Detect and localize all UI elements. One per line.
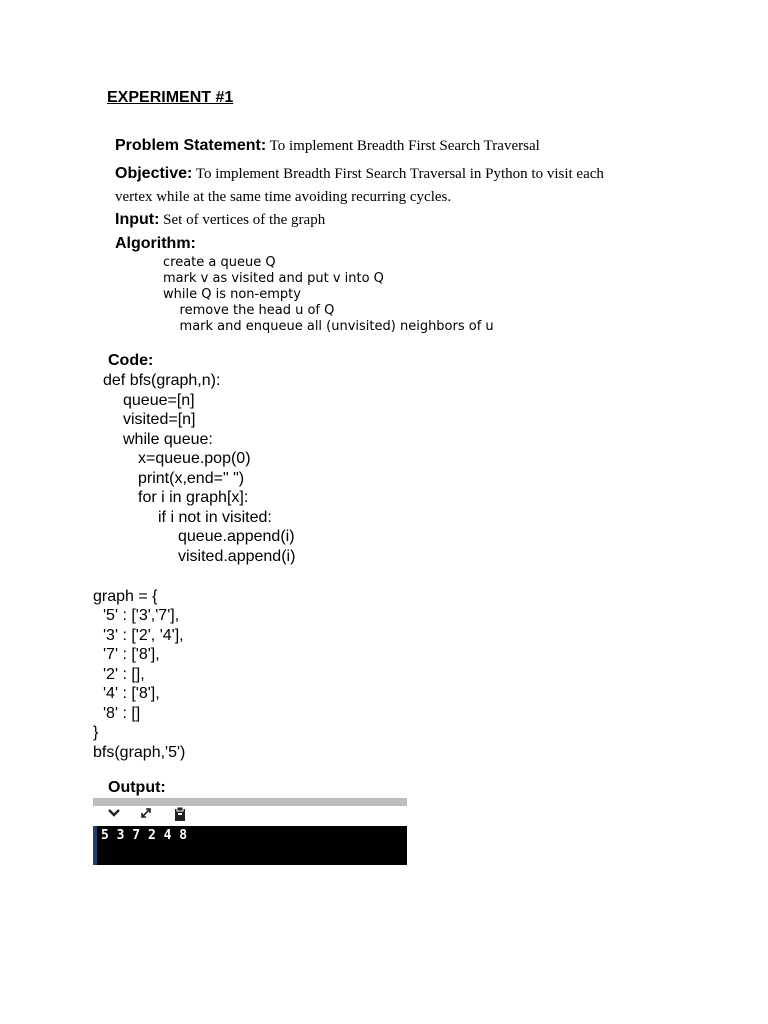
algorithm-line: while Q is non-empty: [163, 287, 301, 302]
code-line: visited.append(i): [178, 548, 296, 565]
algorithm-line: remove the head u of Q: [163, 303, 335, 318]
code-line: x=queue.pop(0): [138, 450, 251, 467]
objective-text-line1: To implement Breadth First Search Traversal in Python to visit each: [192, 166, 604, 182]
algorithm-line: create a queue Q: [163, 255, 276, 270]
code-line: while queue:: [123, 431, 213, 448]
problem-statement: [115, 137, 540, 155]
graph-line: '8' : []: [103, 705, 141, 722]
terminal-header-bar: [93, 798, 407, 806]
algorithm-label: Algorithm:: [115, 235, 196, 252]
input-label: Input:: [115, 211, 160, 228]
code-line: for i in graph[x]:: [138, 489, 249, 506]
code-label: Code:: [108, 352, 154, 369]
problem-text: To implement Breadth First Search Traversal: [266, 138, 540, 154]
code-line: print(x,end=" "): [138, 470, 245, 487]
expand-icon[interactable]: [139, 806, 153, 823]
objective-label: Objective:: [115, 165, 193, 182]
graph-line: '7' : ['8'],: [103, 646, 160, 663]
experiment-title: EXPERIMENT #1: [107, 89, 234, 106]
terminal-output: [93, 826, 407, 865]
graph-line: '5' : ['3','7'],: [103, 607, 180, 624]
graph-line: graph = {: [93, 588, 158, 605]
objective: [115, 165, 604, 183]
objective-text-line2: vertex while at the same time avoiding recurring cycles.: [115, 189, 452, 205]
algorithm-line: mark and enqueue all (unvisited) neighbors of u: [163, 319, 494, 334]
graph-line: '3' : ['2', '4'],: [103, 627, 184, 644]
graph-line: '2' : [],: [103, 666, 145, 683]
graph-line: '4' : ['8'],: [103, 685, 160, 702]
terminal-toolbar: [93, 806, 407, 826]
code-line: if i not in visited:: [158, 509, 272, 526]
problem-label: Problem Statement:: [115, 137, 267, 154]
input-text: Set of vertices of the graph: [159, 212, 326, 228]
output-result: 5 3 7 2 4 8: [101, 828, 188, 843]
chevron-down-icon[interactable]: [107, 806, 121, 823]
output-label: Output:: [108, 779, 166, 796]
input-section: [115, 211, 325, 229]
clipboard-icon[interactable]: [173, 806, 187, 825]
code-line: queue.append(i): [178, 528, 295, 545]
code-line: visited=[n]: [123, 411, 196, 428]
graph-line: bfs(graph,'5'): [93, 744, 186, 761]
algorithm-line: mark v as visited and put v into Q: [163, 271, 384, 286]
code-line: def bfs(graph,n):: [103, 372, 221, 389]
code-line: queue=[n]: [123, 392, 195, 409]
graph-line: }: [93, 724, 99, 741]
